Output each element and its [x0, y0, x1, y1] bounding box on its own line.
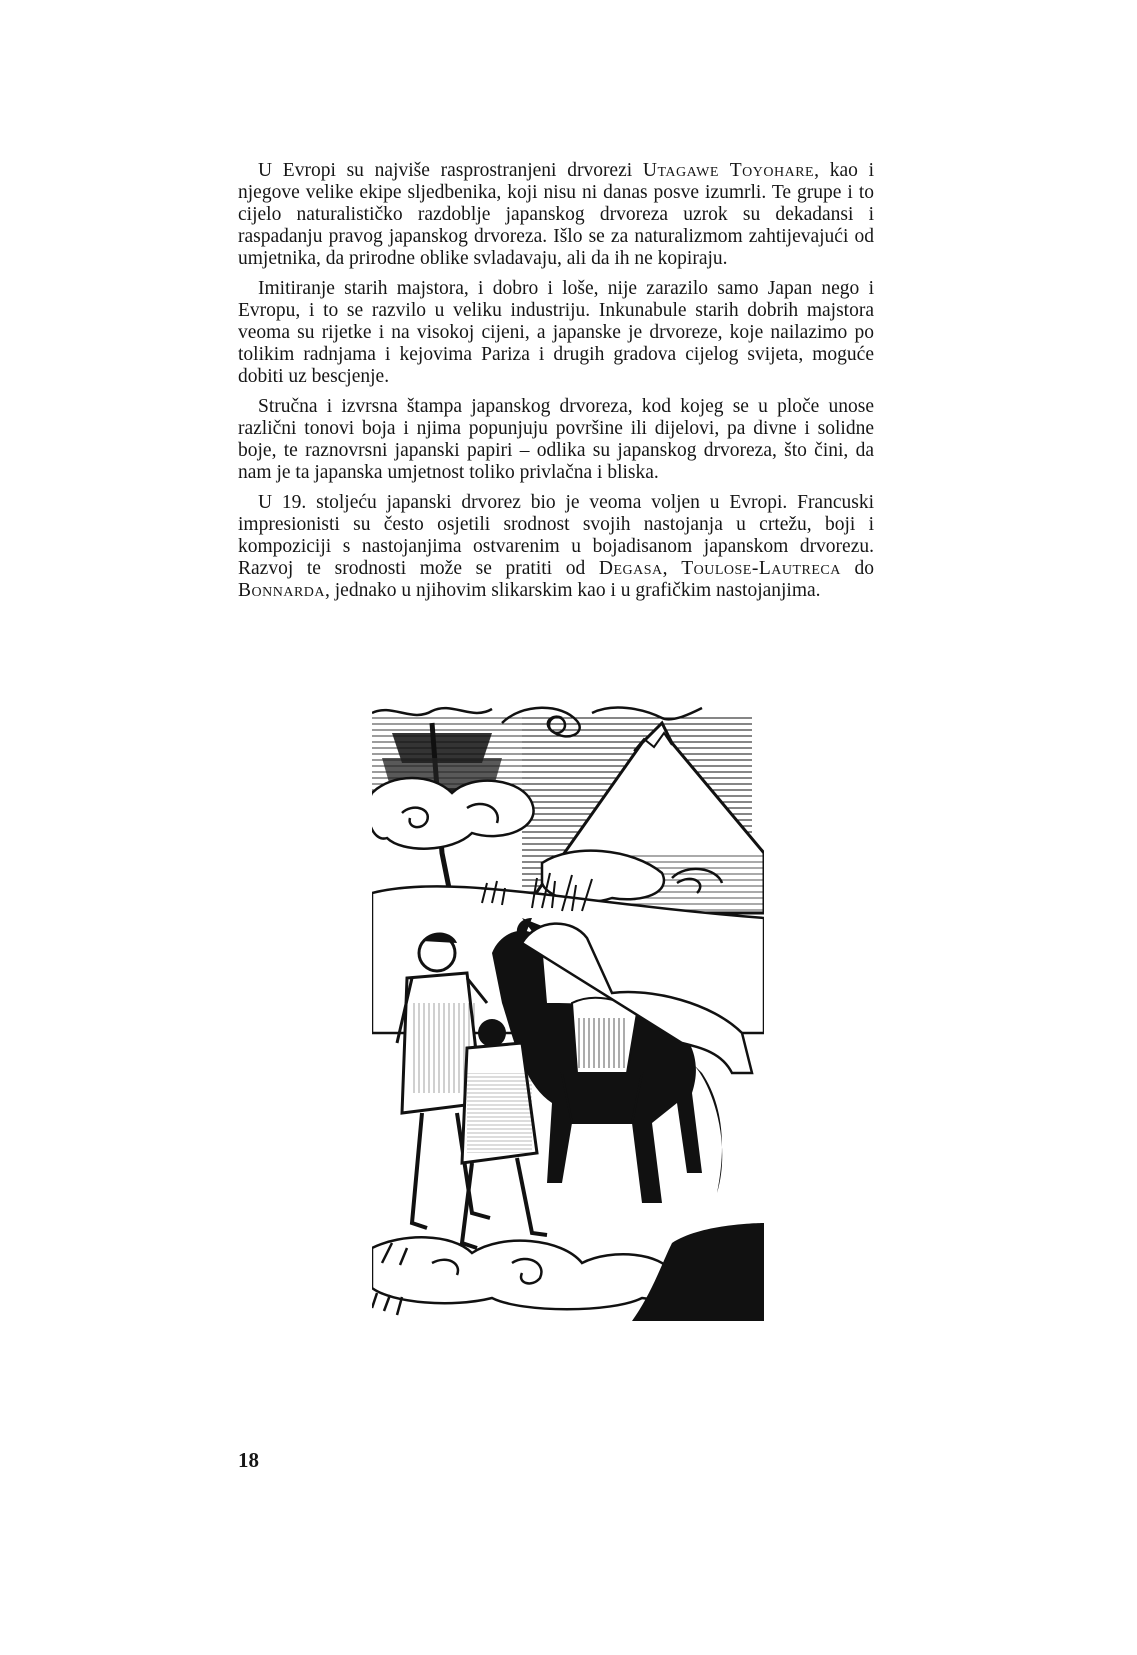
bottom-clouds	[372, 1237, 680, 1309]
paragraph-3: Stručna i izvrsna štampa japanskog drvoreza, kod kojeg se u ploče unose različni tonovi boja i njima popunjuju površine ili dijelovi, pa divne i solidne boje, te raznovrsni japanski papiri – odlika su japanskog drvoreza, što čini, da nam je ta japanska umjetnost toliko privlačna i bliska.	[238, 396, 874, 483]
body-text	[238, 160, 874, 610]
page-number: 18	[238, 1448, 259, 1472]
paragraph-2: Imitiranje starih majstora, i dobro i loše, nije zarazilo samo Japan nego i Evropu, i to se razvilo u veliku industriju. Inkunabule starih dobrih majstora veoma su rijetke i na visokoj cijeni, a japanske je drvoreze, koje nailazimo po tolikim radnjama i kejovima Pariza i drugih gradova cijelog svijeta, moguće dobiti uz bescjenje.	[238, 278, 874, 387]
artist-name: Bonnarda	[238, 580, 326, 601]
artist-name: Degasa	[598, 558, 663, 579]
artist-name: Toulose-Lautreca	[681, 558, 841, 579]
paragraph-4: U 19. stoljeću japanski drvorez bio je veoma voljen u Evropi. Francuski impresionisti su često osjetili srodnost svojih nastojanja u crtežu, boji i kompoziciji s nastojanjima ostvarenim u bojadisanom japanskom drvorezu. Razvoj te srodnosti može se pratiti od Degasa, Toulose-Lautreca do Bonnarda, jednako u njihovim slikarskim kao i u grafičkim nastojanjima.	[238, 492, 875, 601]
woodcut-illustration	[372, 703, 764, 1321]
paragraph-1: U Evropi su najviše rasprostranjeni drvorezi Utagawe Toyohare, kao i njegove velike ekipe sljedbenika, koji nisu ni danas posve izumrli. Te grupe i to cijelo naturalističko razdoblje japanskog drvoreza uzrok su dekadansi i raspadanju pravog japanskog drvoreza. Išlo se za naturalizmom zahtijevajući od umjetnika, da prirodne oblike svladavaju, ali da ih ne kopiraju.	[238, 160, 874, 269]
artist-name: Utagawe Toyohare	[642, 160, 815, 181]
woodcut-drawing	[372, 703, 764, 1321]
